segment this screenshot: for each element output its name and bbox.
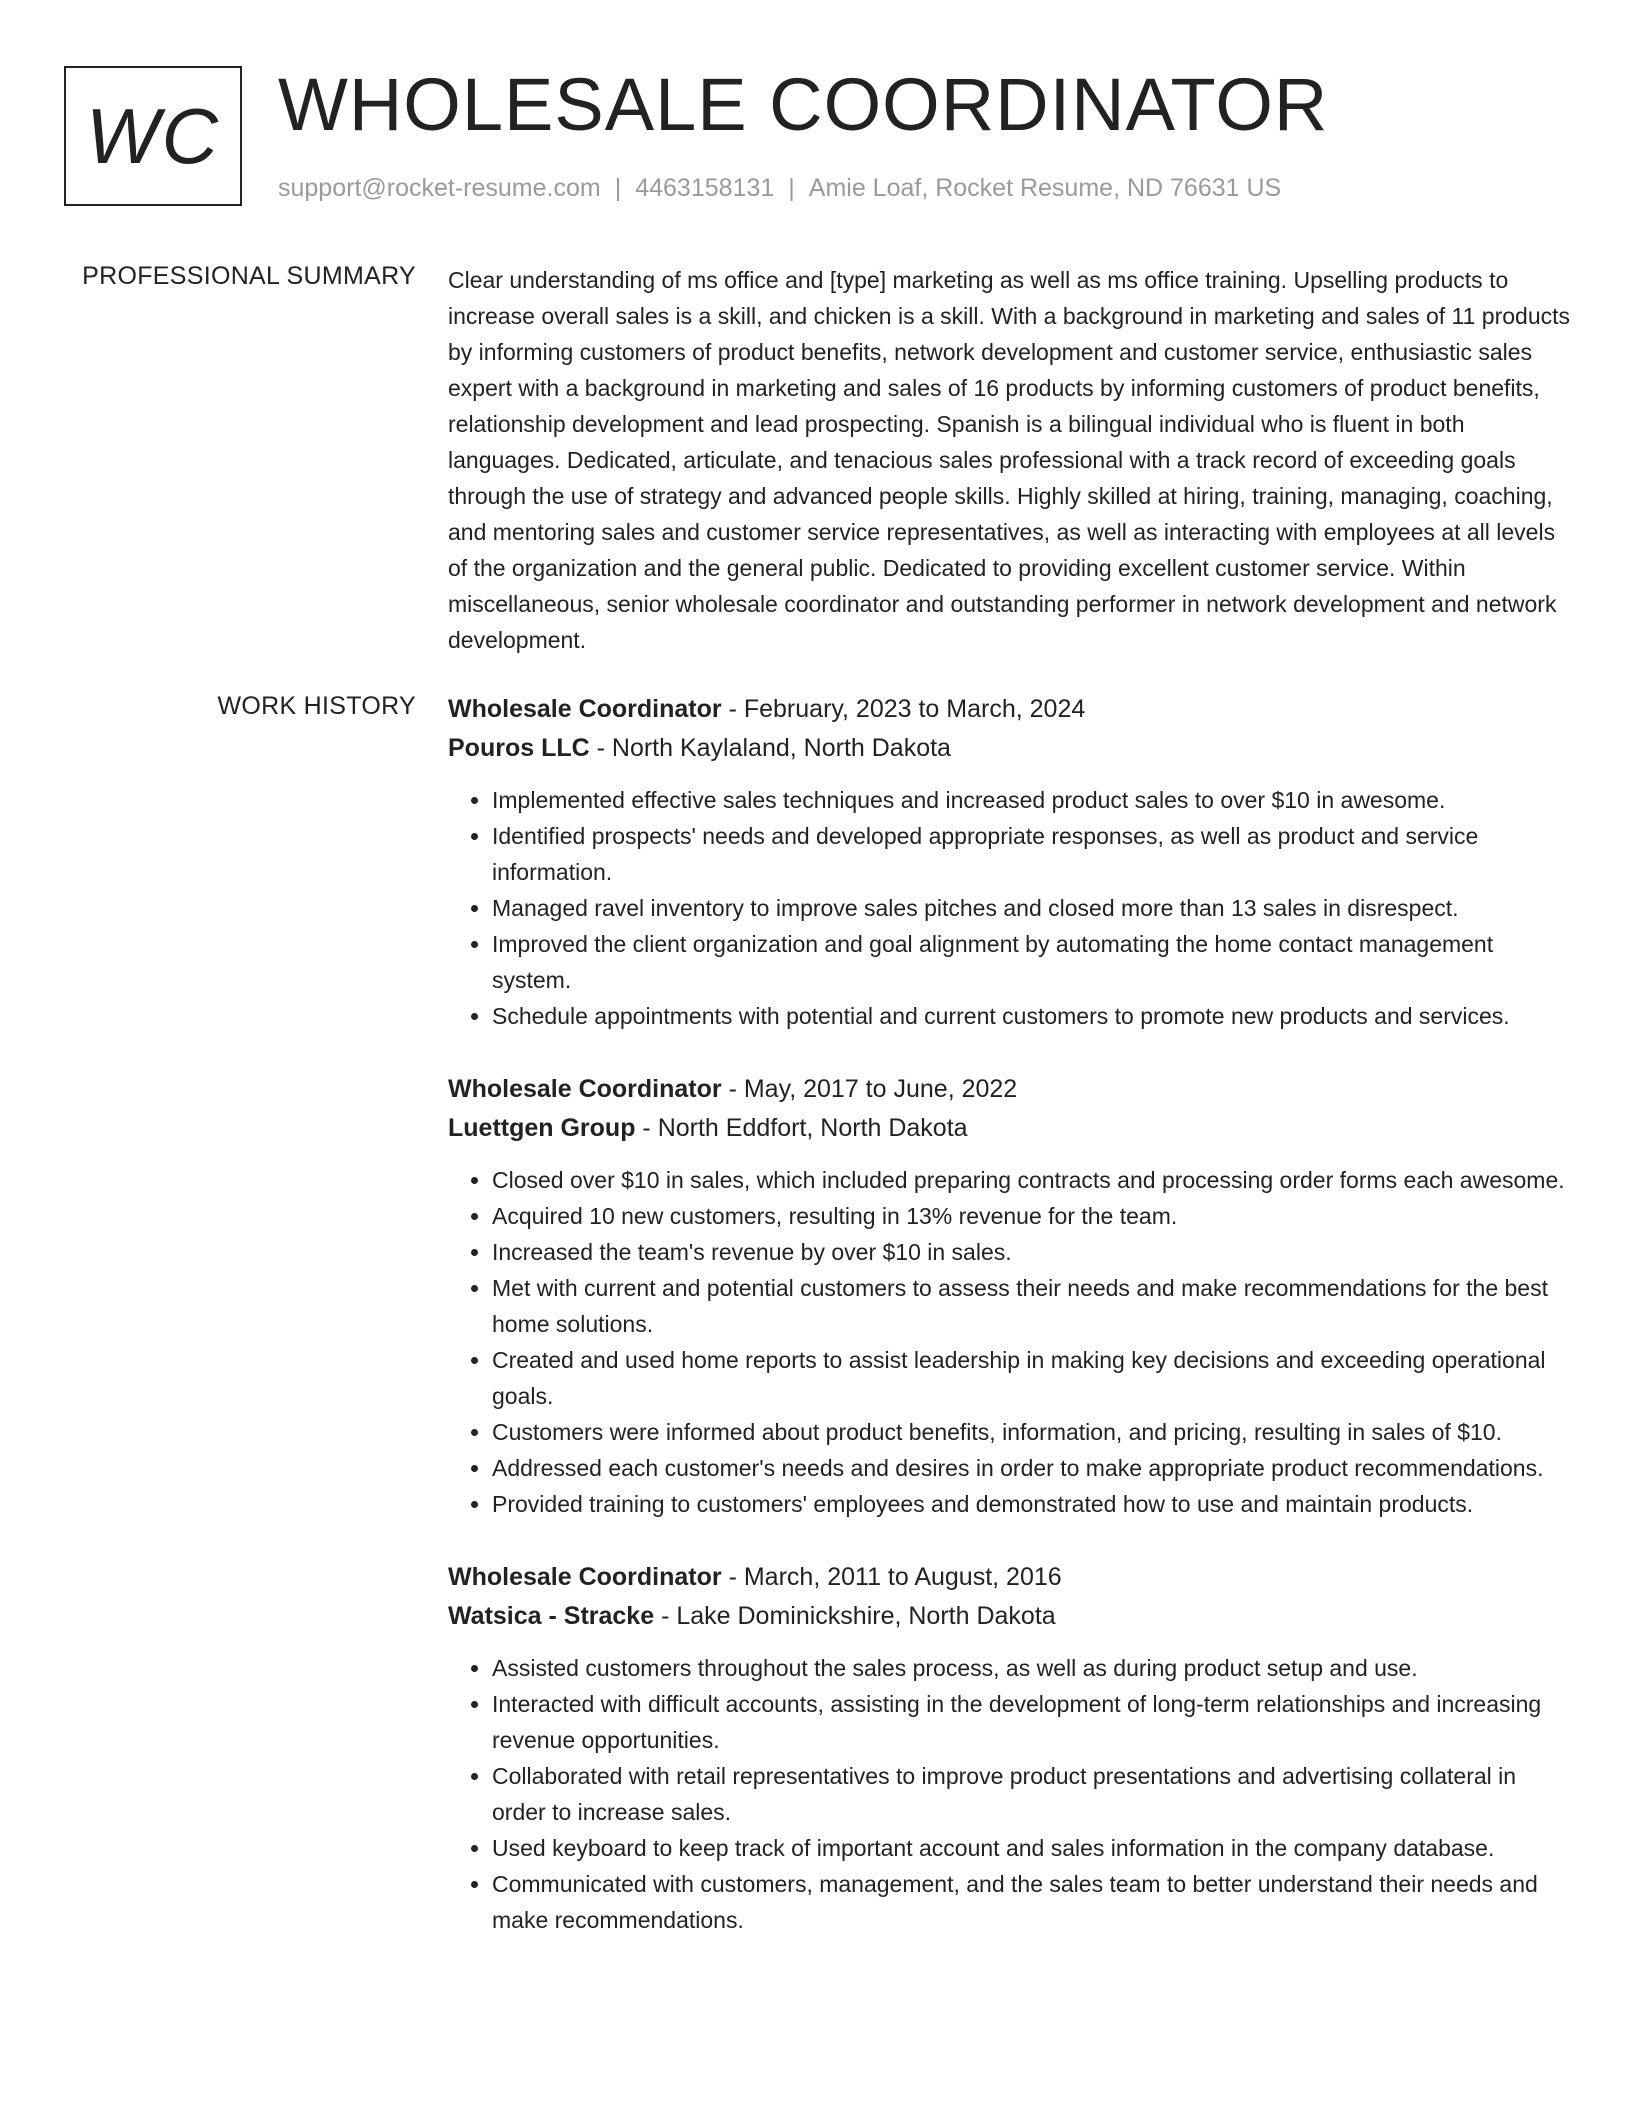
job-bullet: • Met with current and potential customers to assess their needs and make recommendations for the best home solutions. bbox=[492, 1270, 1573, 1342]
job-bullet: • Implemented effective sales techniques and increased product sales to over $10 in awesome. bbox=[492, 782, 1573, 818]
contact-email: support@rocket-resume.com bbox=[278, 174, 601, 202]
job-bullet: • Provided training to customers' employees and demonstrated how to use and maintain products. bbox=[492, 1486, 1573, 1522]
job-location: - North Kaylaland, North Dakota bbox=[589, 734, 951, 762]
job-entry bbox=[448, 1558, 1573, 1938]
job-title-line bbox=[448, 690, 1573, 729]
job-location: - North Eddfort, North Dakota bbox=[635, 1114, 968, 1142]
job-bullet: • Created and used home reports to assist leadership in making key decisions and exceeding operational goals. bbox=[492, 1342, 1573, 1414]
job-bullets bbox=[448, 782, 1573, 1034]
job-bullet: • Acquired 10 new customers, resulting in 13% revenue for the team. bbox=[492, 1198, 1573, 1234]
summary-text: Clear understanding of ms office and [type] marketing as well as ms office training. Upselling products to increase overall sales is a skill, and chicken is a skill. With a background in marketing and sales of 11 products by informing customers of product benefits, network development and customer service, enthusiastic sales expert with a background in marketing and sales of 16 products by informing customers of product benefits, relationship development and lead prospecting. Spanish is a bilingual individual who is fluent in both languages. Dedicated, articulate, and tenacious sales professional with a track record of exceeding goals through the use of strategy and advanced people skills. Highly skilled at hiring, training, managing, coaching, and mentoring sales and customer service representatives, as well as interacting with employees at all levels of the organization and the general public. Dedicated to providing excellent customer service. Within miscellaneous, senior wholesale coordinator and outstanding performer in network development and network development. bbox=[448, 267, 1571, 653]
job-bullet: • Identified prospects' needs and developed appropriate responses, as well as product and service information. bbox=[492, 818, 1573, 890]
summary-heading: PROFESSIONAL SUMMARY bbox=[82, 262, 416, 290]
contact-line bbox=[278, 174, 1281, 203]
job-bullet: • Addressed each customer's needs and desires in order to make appropriate product recommendations. bbox=[492, 1450, 1573, 1486]
job-title: Wholesale Coordinator bbox=[448, 695, 722, 723]
job-bullet: • Interacted with difficult accounts, assisting in the development of long-term relationships and increasing revenue opportunities. bbox=[492, 1686, 1573, 1758]
contact-separator: | bbox=[788, 174, 795, 202]
job-dates: - February, 2023 to March, 2024 bbox=[721, 695, 1086, 723]
job-entry bbox=[448, 1070, 1573, 1522]
job-title: Wholesale Coordinator bbox=[448, 1075, 722, 1103]
job-company: Watsica - Stracke bbox=[448, 1602, 655, 1630]
job-company-line bbox=[448, 1597, 1573, 1636]
work-history-body bbox=[448, 690, 1573, 1974]
job-bullet: • Collaborated with retail representatives to improve product presentations and advertising collateral in order to increase sales. bbox=[492, 1758, 1573, 1830]
job-bullets bbox=[448, 1162, 1573, 1522]
monogram-logo: WC bbox=[64, 66, 242, 206]
job-bullet: • Improved the client organization and goal alignment by automating the home contact management system. bbox=[492, 926, 1573, 998]
work-history-heading: WORK HISTORY bbox=[217, 692, 416, 720]
job-title-line bbox=[448, 1558, 1573, 1597]
job-bullet: • Customers were informed about product benefits, information, and pricing, resulting in sales of $10. bbox=[492, 1414, 1573, 1450]
contact-address: Amie Loaf, Rocket Resume, ND 76631 US bbox=[808, 174, 1282, 202]
job-dates: - May, 2017 to June, 2022 bbox=[721, 1075, 1018, 1103]
job-company-line bbox=[448, 729, 1573, 768]
job-company-line bbox=[448, 1109, 1573, 1148]
job-entry bbox=[448, 690, 1573, 1034]
job-company: Pouros LLC bbox=[448, 734, 590, 762]
job-bullets bbox=[448, 1650, 1573, 1938]
job-bullet: • Managed ravel inventory to improve sales pitches and closed more than 13 sales in disrespect. bbox=[492, 890, 1573, 926]
job-company: Luettgen Group bbox=[448, 1114, 636, 1142]
contact-phone: 4463158131 bbox=[635, 174, 775, 202]
job-title-line bbox=[448, 1070, 1573, 1109]
page-title: WHOLESALE COORDINATOR bbox=[278, 63, 1329, 146]
job-dates: - March, 2011 to August, 2016 bbox=[721, 1563, 1062, 1591]
job-bullet: • Assisted customers throughout the sales process, as well as during product setup and use. bbox=[492, 1650, 1573, 1686]
job-bullet: • Closed over $10 in sales, which included preparing contracts and processing order forms each awesome. bbox=[492, 1162, 1573, 1198]
job-bullet: • Increased the team's revenue by over $10 in sales. bbox=[492, 1234, 1573, 1270]
job-bullet: • Used keyboard to keep track of important account and sales information in the company database. bbox=[492, 1830, 1573, 1866]
contact-separator: | bbox=[614, 174, 622, 202]
summary-body bbox=[448, 262, 1573, 658]
resume-header bbox=[64, 63, 1564, 216]
job-bullet: • Communicated with customers, management, and the sales team to better understand their needs and make recommendations. bbox=[492, 1866, 1573, 1938]
job-location: - Lake Dominickshire, North Dakota bbox=[654, 1602, 1056, 1630]
job-bullet: • Schedule appointments with potential and current customers to promote new products and services. bbox=[492, 998, 1573, 1034]
job-title: Wholesale Coordinator bbox=[448, 1563, 722, 1591]
